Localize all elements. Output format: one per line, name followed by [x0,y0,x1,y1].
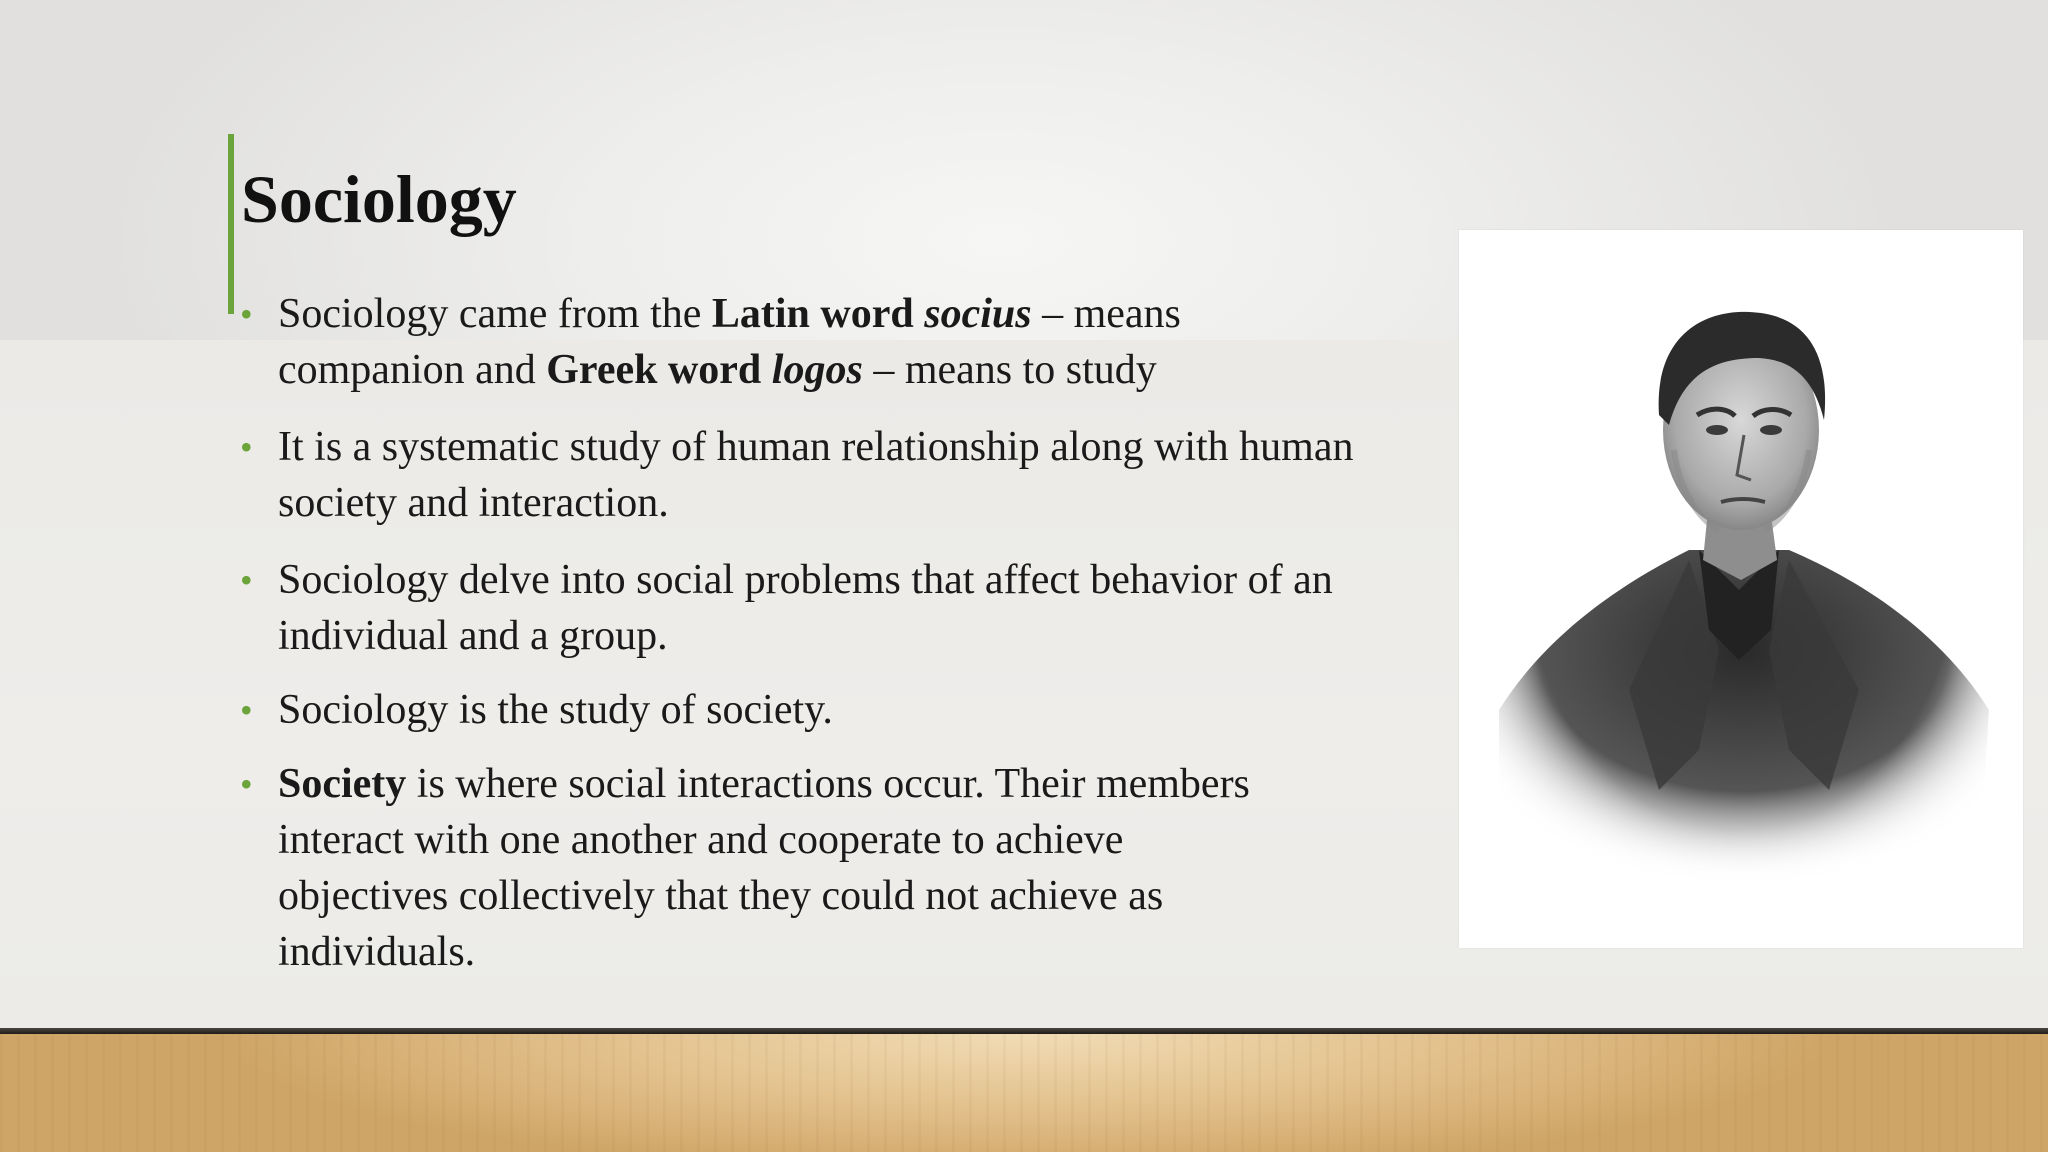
bullet-text-part: logos [771,347,863,393]
bullet-text-part: Society [278,761,407,807]
bullet-text-part: socius [924,291,1032,337]
bullet-list [240,286,1420,1001]
bullet-text-part: Sociology delve into social problems that affect behavior of an individual and a group. [278,557,1333,659]
bullet-item-definition [240,419,1418,531]
bullet-text-part: Sociology came from the [278,291,712,337]
bullet-marker: • [240,294,253,334]
bullet-text-part: is where social interactions occur. Their members interact with one another and cooperate to achieve objectives collectively that they could not achieve as individuals. [278,761,1250,975]
bullet-item-society [240,756,1288,980]
bullet-item-problems [240,552,1448,664]
wood-floor [0,1034,2048,1152]
portrait-engraving-icon [1459,230,2023,948]
bullet-marker: • [240,560,253,600]
bullet-item-origin [240,286,1288,398]
bullet-text-part [914,291,925,337]
bullet-text-part: Greek word [546,347,762,393]
bullet-item-study [240,682,1420,738]
portrait-photo-frame [1459,230,2023,948]
bullet-text-part: – means companion and [278,291,1181,393]
bullet-text-part: Sociology is the study of society. [278,687,833,733]
slide-title: Sociology [241,161,517,237]
bullet-marker: • [240,764,253,804]
title-accent-bar [228,134,234,314]
bullet-text-part: – means to study [862,347,1157,393]
bullet-marker: • [240,690,253,730]
bullet-marker: • [240,427,253,467]
bullet-text-part: Latin word [711,291,914,337]
bullet-text-part: It is a systematic study of human relationship along with human society and interaction. [278,424,1354,526]
bullet-text-part [761,347,772,393]
